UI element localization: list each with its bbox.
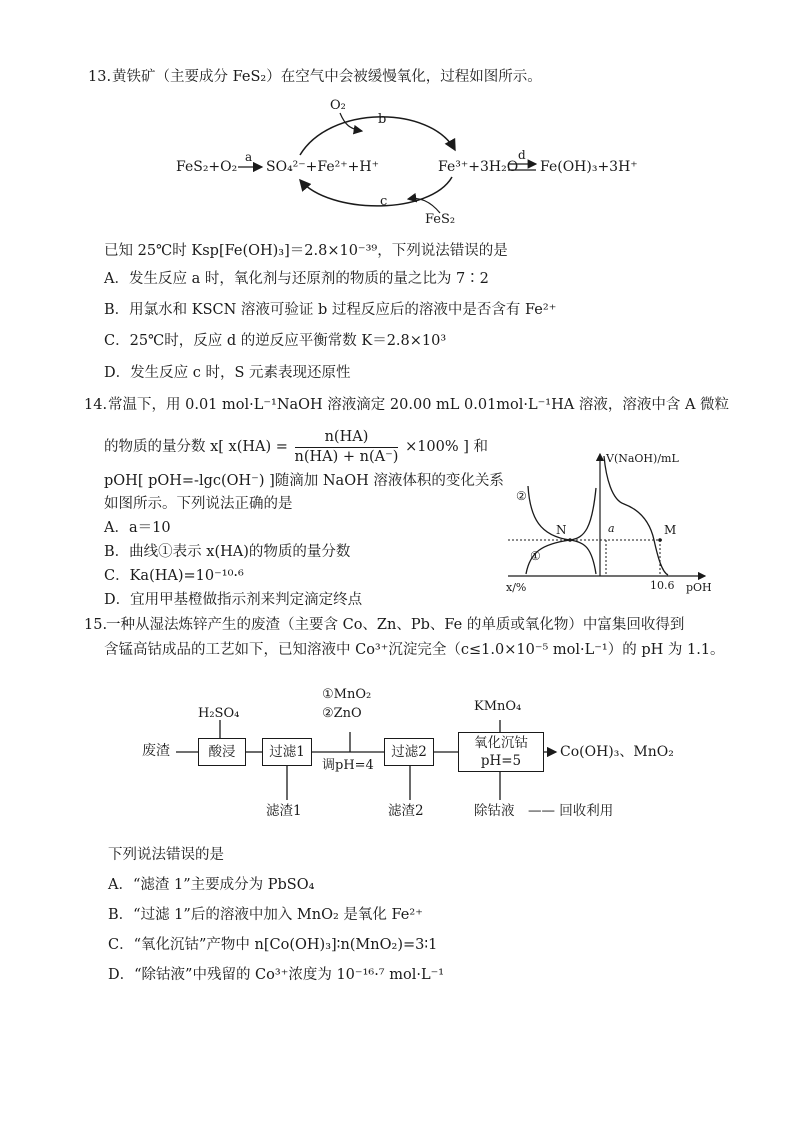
o2-arrow (340, 113, 362, 131)
flow-step-filter1: 过滤1 (262, 738, 312, 766)
label-b: b (378, 112, 387, 127)
product: Fe(OH)₃+3H⁺ (540, 159, 638, 175)
flow-residue1: 滤渣1 (266, 803, 302, 819)
q15-number: 15. (84, 617, 108, 633)
q13-number: 13. (88, 69, 112, 85)
curve-1-label: ① (530, 549, 541, 563)
flow-product: Co(OH)₃、MnO₂ (560, 744, 674, 760)
q13-option-a: A．发生反应 a 时，氧化剂与还原剂的物质的量之比为 7∶2 (104, 271, 489, 287)
q13-intro: 黄铁矿（主要成分 FeS₂）在空气中会被缓慢氧化，过程如图所示。 (112, 69, 542, 85)
q13-reaction-cycle (0, 95, 800, 225)
fraction (295, 430, 399, 464)
lhs-formula: FeS₂+O₂ (176, 159, 238, 175)
x-right-label: pOH (686, 581, 712, 594)
y-axis-label: V(NaOH)/mL (606, 452, 679, 465)
q14-option-b: B．曲线①表示 x(HA)的物质的量分数 (104, 544, 351, 560)
q13-option-b: B．用氯水和 KSCN 溶液可验证 b 过程反应后的溶液中是否含有 Fe²⁺ (104, 302, 557, 318)
q15-stem: 下列说法错误的是 (108, 847, 224, 863)
x-left-label: x/% (506, 581, 527, 594)
fraction-numerator: n(HA) (295, 430, 399, 448)
flow-step-acid-leach: 酸浸 (198, 738, 246, 766)
fes2-arrow (408, 199, 440, 213)
flow-residue2: 滤渣2 (388, 803, 424, 819)
flow-step-oxidize (458, 732, 544, 772)
q14-option-d: D．宜用甲基橙做指示剂来判定滴定终点 (104, 592, 363, 608)
q14-line1: 常温下，用 0.01 mol·L⁻¹NaOH 溶液滴定 20.00 mL 0.01mol·L⁻¹HA 溶液，溶液中含 A 微粒 (108, 397, 730, 413)
q13-option-d: D．发生反应 c 时，S 元素表现还原性 (104, 365, 351, 381)
q13-option-c: C．25℃时，反应 d 的逆反应平衡常数 K＝2.8×10³ (104, 333, 447, 349)
point-m-marker (658, 538, 662, 542)
flow-recycle: —— 回收利用 (528, 803, 614, 819)
q14-titration-graph (500, 448, 740, 598)
point-n-marker (568, 538, 572, 542)
q14-option-a: A．a＝10 (104, 520, 171, 536)
q14-number: 14. (84, 397, 108, 413)
q14-line3: pOH[ pOH=-lgc(OH⁻) ]随滴加 NaOH 溶液体积的变化关系 (104, 473, 504, 489)
q15-line2: 含锰高钴成品的工艺如下，已知溶液中 Co³⁺沉淀完全（c≤1.0×10⁻⁵ mol·L⁻¹）的 pH 为 1.1。 (104, 642, 725, 658)
fraction-denominator: n(HA) + n(A⁻) (294, 448, 399, 465)
tick-10-6: 10.6 (650, 579, 675, 592)
q15-line1: 一种从湿法炼锌产生的废渣（主要含 Co、Zn、Pb、Fe 的单质或氧化物）中富集回收得到 (106, 617, 685, 633)
label-c: c (380, 194, 388, 209)
flow-step-oxidize-line1: 氧化沉钴 (474, 735, 528, 751)
flow-step-filter2: 过滤2 (384, 738, 434, 766)
flow-feed: 废渣 (142, 743, 170, 759)
mid-species: SO₄²⁻+Fe²⁺+H⁺ (266, 159, 379, 175)
curve-2-label: ② (516, 489, 527, 503)
point-m-label: M (664, 523, 677, 537)
o2-label: O₂ (330, 98, 346, 113)
q15-option-d: D．“除钴液”中残留的 Co³⁺浓度为 10⁻¹⁶·⁷ mol·L⁻¹ (108, 967, 445, 983)
flow-liquid: 除钴液 (474, 803, 515, 819)
q15-option-b: B．“过滤 1”后的溶液中加入 MnO₂ 是氧化 Fe²⁺ (108, 907, 423, 923)
cycle-lower-arc (300, 177, 452, 206)
point-n-label: N (556, 523, 567, 537)
flow-adjust-ph: 调pH=4 (322, 758, 374, 773)
q14-option-c: C．Ka(HA)=10⁻¹⁰·⁶ (104, 568, 244, 584)
fes2-label: FeS₂ (425, 212, 456, 225)
point-a-label: a (608, 522, 615, 535)
q15-option-a: A．“滤渣 1”主要成分为 PbSO₄ (108, 877, 315, 893)
label-a: a (245, 150, 253, 164)
flow-add-zno: ②ZnO (322, 706, 362, 721)
flow-h2so4: H₂SO₄ (198, 706, 240, 721)
q14-line2 (104, 430, 488, 464)
q13-known: 已知 25℃时 Ksp[Fe(OH)₃]＝2.8×10⁻³⁹，下列说法错误的是 (104, 243, 508, 259)
flow-step-oxidize-line2: pH=5 (480, 753, 522, 769)
fe3-species: Fe³⁺+3H₂O (438, 159, 519, 175)
flow-add-mno2: ①MnO₂ (322, 687, 372, 702)
q14-line2-prefix: 的物质的量分数 x[ x(HA) = (104, 439, 288, 455)
q14-line2-suffix: ×100% ] 和 (405, 439, 489, 455)
label-d: d (518, 148, 526, 162)
flow-kmno4: KMnO₄ (474, 699, 522, 714)
q14-line4: 如图所示。下列说法正确的是 (104, 496, 293, 512)
q15-option-c: C．“氧化沉钴”产物中 n[Co(OH)₃]∶n(MnO₂)=3∶1 (108, 937, 438, 953)
titration-curve (604, 456, 668, 575)
